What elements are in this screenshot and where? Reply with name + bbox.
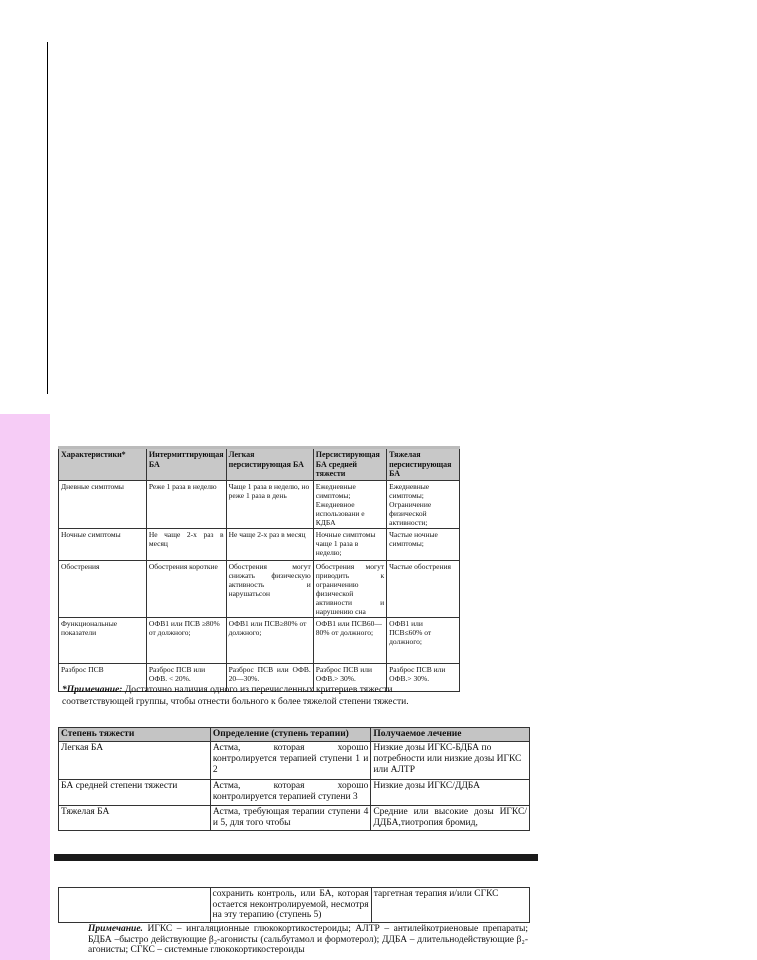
treatment-table (58, 727, 530, 831)
table-cell: Частые обострения (387, 560, 460, 617)
table-row (59, 480, 460, 528)
note-label: *Примечание: (62, 685, 123, 695)
table-cell: Реже 1 раза в неделю (146, 480, 226, 528)
abbreviations-note (88, 924, 528, 956)
table-cell: Низкие дозы ИГКС-БДБА по потребности или низкие дозы ИГКС или АЛТР (371, 742, 530, 780)
table-cell: Обострения могут снижать физическую активность и нарушатьсон (226, 560, 313, 617)
table-cell: Не чаще 2-х раз в месяц (226, 528, 313, 560)
table-cell: Разброс ПСВ или ОФВ.> 30%. (313, 663, 386, 691)
table-cell: ОФВ1 или ПСВ60—80% от должного; (313, 617, 386, 663)
table-row (59, 888, 530, 923)
table-cell: Разброс ПСВ или ОФВ. < 20%. (146, 663, 226, 691)
note-text: ИГКС – ингаляционные глюкокортикостероиды; АЛТР – антилейкотриеновые препараты; БДБА –быстро действующие β₂-агонисты (сальбутамол и формотерол); ДДБА – длительнодействующие β₂-агонисты; СГКС – системные глюкокортикостероиды (88, 924, 528, 955)
table-cell: Чаще 1 раза в неделю, но реже 1 раза в день (226, 480, 313, 528)
table-cell: Разброс ПСВ или ОФВ.> 30%. (387, 663, 460, 691)
table-cell: Легкая БА (59, 742, 211, 780)
severity-note (62, 684, 462, 708)
table-row (59, 560, 460, 617)
table-cell: Астма, которая хорошо контролируется терапией ступени 3 (210, 780, 370, 806)
table-cell: ОФВ1 или ПСВ≤60% от должного; (387, 617, 460, 663)
header-cell: Интермиттирующая БА (146, 448, 226, 481)
left-margin-rule (47, 42, 48, 394)
table-cell: Тяжелая БА (59, 806, 211, 831)
table-cell: Дневные симптомы (59, 480, 147, 528)
table-header-row (59, 448, 460, 481)
table-cell: Ночные симптомы чаще 1 раза в неделю; (313, 528, 386, 560)
table-cell (59, 888, 211, 923)
table-cell: ОФВ1 или ПСВ ≥80% от должного; (146, 617, 226, 663)
table-cell: Средние или высокие дозы ИГКС/ДДБА,тиотропия бромид, (371, 806, 530, 831)
table-row (59, 617, 460, 663)
side-band (0, 414, 50, 960)
table-cell: Разброс ПСВ или ОФВ. 20—30%. (226, 663, 313, 691)
table-cell: Астма, требующая терапии ступени 4 и 5, для того чтобы (210, 806, 370, 831)
table-cell: БА средней степени тяжести (59, 780, 211, 806)
severity-table (58, 446, 460, 692)
table-row (59, 780, 530, 806)
note-label: Примечание. (88, 924, 143, 934)
table-cell: Частые ночные симптомы; (387, 528, 460, 560)
table-cell: Ночные симптомы (59, 528, 147, 560)
table-cell: Обострения короткие (146, 560, 226, 617)
table-cell: Низкие дозы ИГКС/ДДБА (371, 780, 530, 806)
table-cell: таргетная терапия и/или СГКС (371, 888, 529, 923)
table-cell: сохранить контроль, или БА, которая остается неконтролируемой, несмотря на эту терапию (ступень 5) (210, 888, 371, 923)
table-row (59, 528, 460, 560)
header-cell: Получаемое лечение (371, 728, 530, 742)
table-cell: Разброс ПСВ (59, 663, 147, 691)
table-cell: Функциональные показатели (59, 617, 147, 663)
table-cell: ОФВ1 или ПСВ≥80% от должного; (226, 617, 313, 663)
table-cell: Ежедневные симптомы; Ограничение физической активности; (387, 480, 460, 528)
table-cell: Обострения (59, 560, 147, 617)
header-cell: Легкая персистирующая БА (226, 448, 313, 481)
table-cell: Не чаще 2-х раз в месяц (146, 528, 226, 560)
table-cell: Обострения могут приводить к ограничению физической активности и нарушению сна (313, 560, 386, 617)
header-cell: Степень тяжести (59, 728, 211, 742)
header-cell: Тяжелая персистирующая БА (387, 448, 460, 481)
header-cell: Персистирующая БА средней тяжести (313, 448, 386, 481)
table-row (59, 742, 530, 780)
table-row (59, 806, 530, 831)
treatment-table-continued (58, 887, 530, 923)
note-text: Достаточно наличия одного из перечисленных критериев тяжести соответствующей группы, чтобы отнести больного к более тяжелой степени тяжести. (62, 685, 409, 707)
table-cell: Астма, которая хорошо контролируется терапией ступени 1 и 2 (210, 742, 370, 780)
table-header-row (59, 728, 530, 742)
header-cell: Характеристики* (59, 448, 147, 481)
table-cell: Ежедневные симптомы; Ежедневное использовани е КДБА (313, 480, 386, 528)
page-break-bar (54, 854, 538, 861)
header-cell: Определение (ступень терапии) (210, 728, 370, 742)
